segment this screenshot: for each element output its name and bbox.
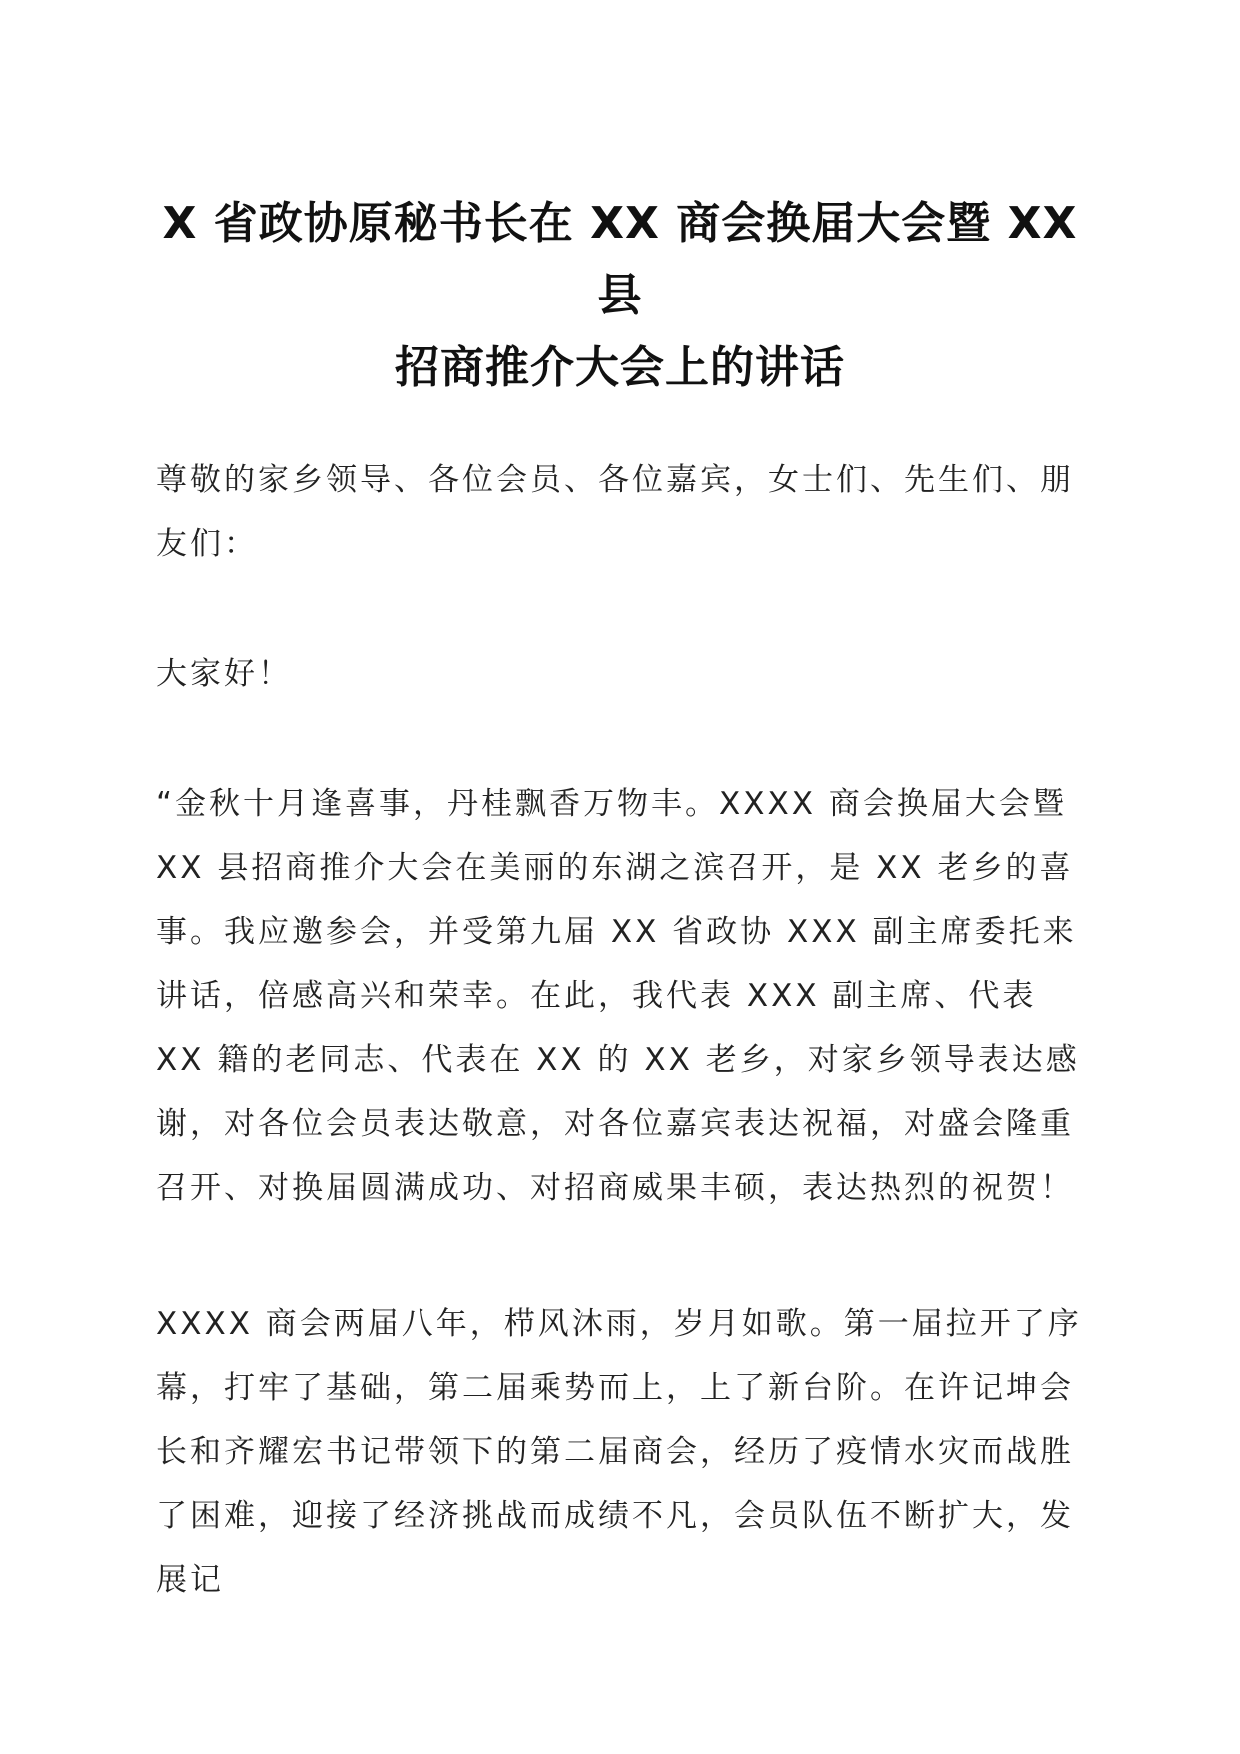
body-paragraph-2: XXXX 商会两届八年，栉风沐雨，岁月如歌。第一届拉开了序幕，打牢了基础，第二届乘势而上，上了新台阶。在许记坤会长和齐耀宏书记带领下的第二届商会，经历了疫情水灾而战胜了困难，迎接了经济挑战而成绩不凡，会员队伍不断扩大，发展记	[156, 1306, 1082, 1598]
title-line-1: X 省政协原秘书长在 XX 商会换届大会暨 XX 县	[162, 198, 1078, 321]
document-title	[150, 188, 1090, 404]
body-paragraph-1: “金秋十月逢喜事，丹桂飘香万物丰。XXXX 商会换届大会暨 XX 县招商推介大会在美丽的东湖之滨召开，是 XX 老乡的喜事。我应邀参会，并受第九届 XX 省政协 XXX 副主席委托来讲话，倍感高兴和荣幸。在此，我代表 XXX 副主席、代表 XX 籍的老同志、代表在 XX 的 XX 老乡，对家乡领导表达感谢，对各位会员表达敬意，对各位嘉宾表达祝福，对盛会隆重召开、对换届圆满成功、对招商威果丰硕，表达热烈的祝贺！	[156, 786, 1080, 1206]
title-line-2: 招商推介大会上的讲话	[395, 342, 845, 393]
salutation-paragraph: 尊敬的家乡领导、各位会员、各位嘉宾，女士们、先生们、朋友们：	[156, 462, 1074, 562]
hello-paragraph: 大家好！	[156, 656, 292, 692]
